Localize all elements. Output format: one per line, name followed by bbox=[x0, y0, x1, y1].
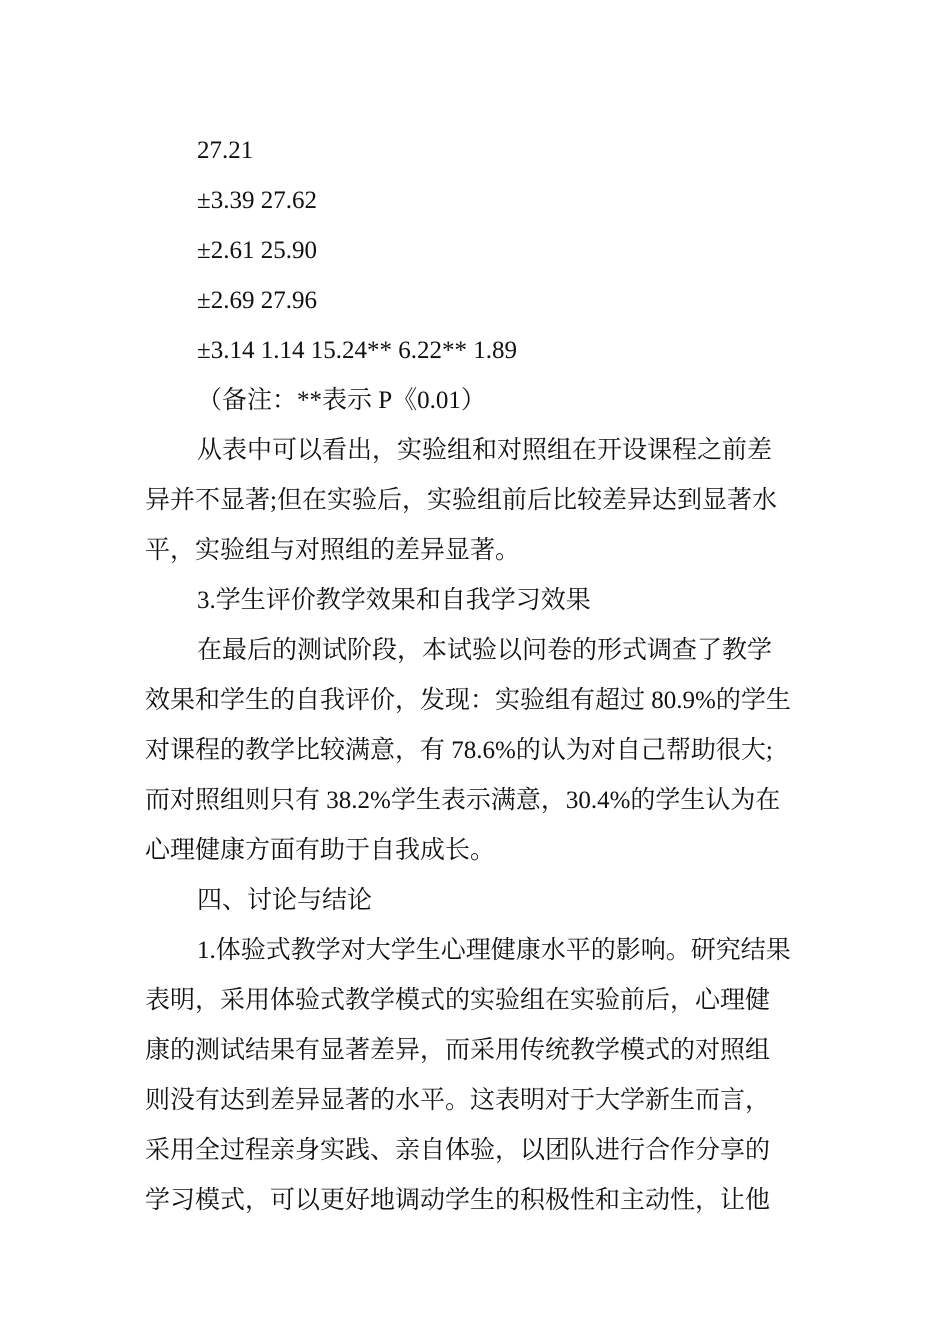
table-value-line: ±2.61 25.90 bbox=[197, 237, 317, 264]
paragraph-line: 1.体验式教学对大学生心理健康水平的影响。研究结果 bbox=[197, 937, 791, 964]
table-value-line: ±2.69 27.96 bbox=[197, 287, 317, 314]
section-heading: 四、讨论与结论 bbox=[197, 887, 373, 914]
paragraph-line: 学习模式，可以更好地调动学生的积极性和主动性，让他 bbox=[145, 1187, 771, 1214]
paragraph-line: 在最后的测试阶段，本试验以问卷的形式调查了教学 bbox=[197, 637, 773, 664]
paragraph-line: 康的测试结果有显著差异，而采用传统教学模式的对照组 bbox=[145, 1037, 771, 1064]
paragraph-line: 心理健康方面有助于自我成长。 bbox=[145, 837, 496, 864]
table-value-line: ±3.39 27.62 bbox=[197, 187, 317, 214]
paragraph-line: 对课程的教学比较满意，有 78.6%的认为对自己帮助很大; bbox=[145, 737, 773, 764]
paragraph-line: 效果和学生的自我评价，发现：实验组有超过 80.9%的学生 bbox=[145, 687, 791, 714]
paragraph-line: 平，实验组与对照组的差异显著。 bbox=[145, 537, 521, 564]
paragraph-line: 异并不显著;但在实验后，实验组前后比较差异达到显著水 bbox=[145, 487, 777, 514]
table-note: （备注：**表示 P《0.01） bbox=[197, 387, 486, 414]
paragraph-line: 而对照组则只有 38.2%学生表示满意，30.4%的学生认为在 bbox=[145, 787, 781, 814]
paragraph-line: 则没有达到差异显著的水平。这表明对于大学新生而言， bbox=[145, 1087, 771, 1114]
table-value-line: 27.21 bbox=[197, 137, 254, 164]
section-heading: 3.学生评价教学效果和自我学习效果 bbox=[197, 587, 591, 614]
paragraph-line: 表明，采用体验式教学模式的实验组在实验前后，心理健 bbox=[145, 987, 771, 1014]
paragraph-line: 采用全过程亲身实践、亲自体验，以团队进行合作分享的 bbox=[145, 1137, 771, 1164]
document-page bbox=[145, 126, 805, 1226]
paragraph-line: 从表中可以看出，实验组和对照组在开设课程之前差 bbox=[197, 437, 773, 464]
table-value-line: ±3.14 1.14 15.24** 6.22** 1.89 bbox=[197, 337, 517, 364]
